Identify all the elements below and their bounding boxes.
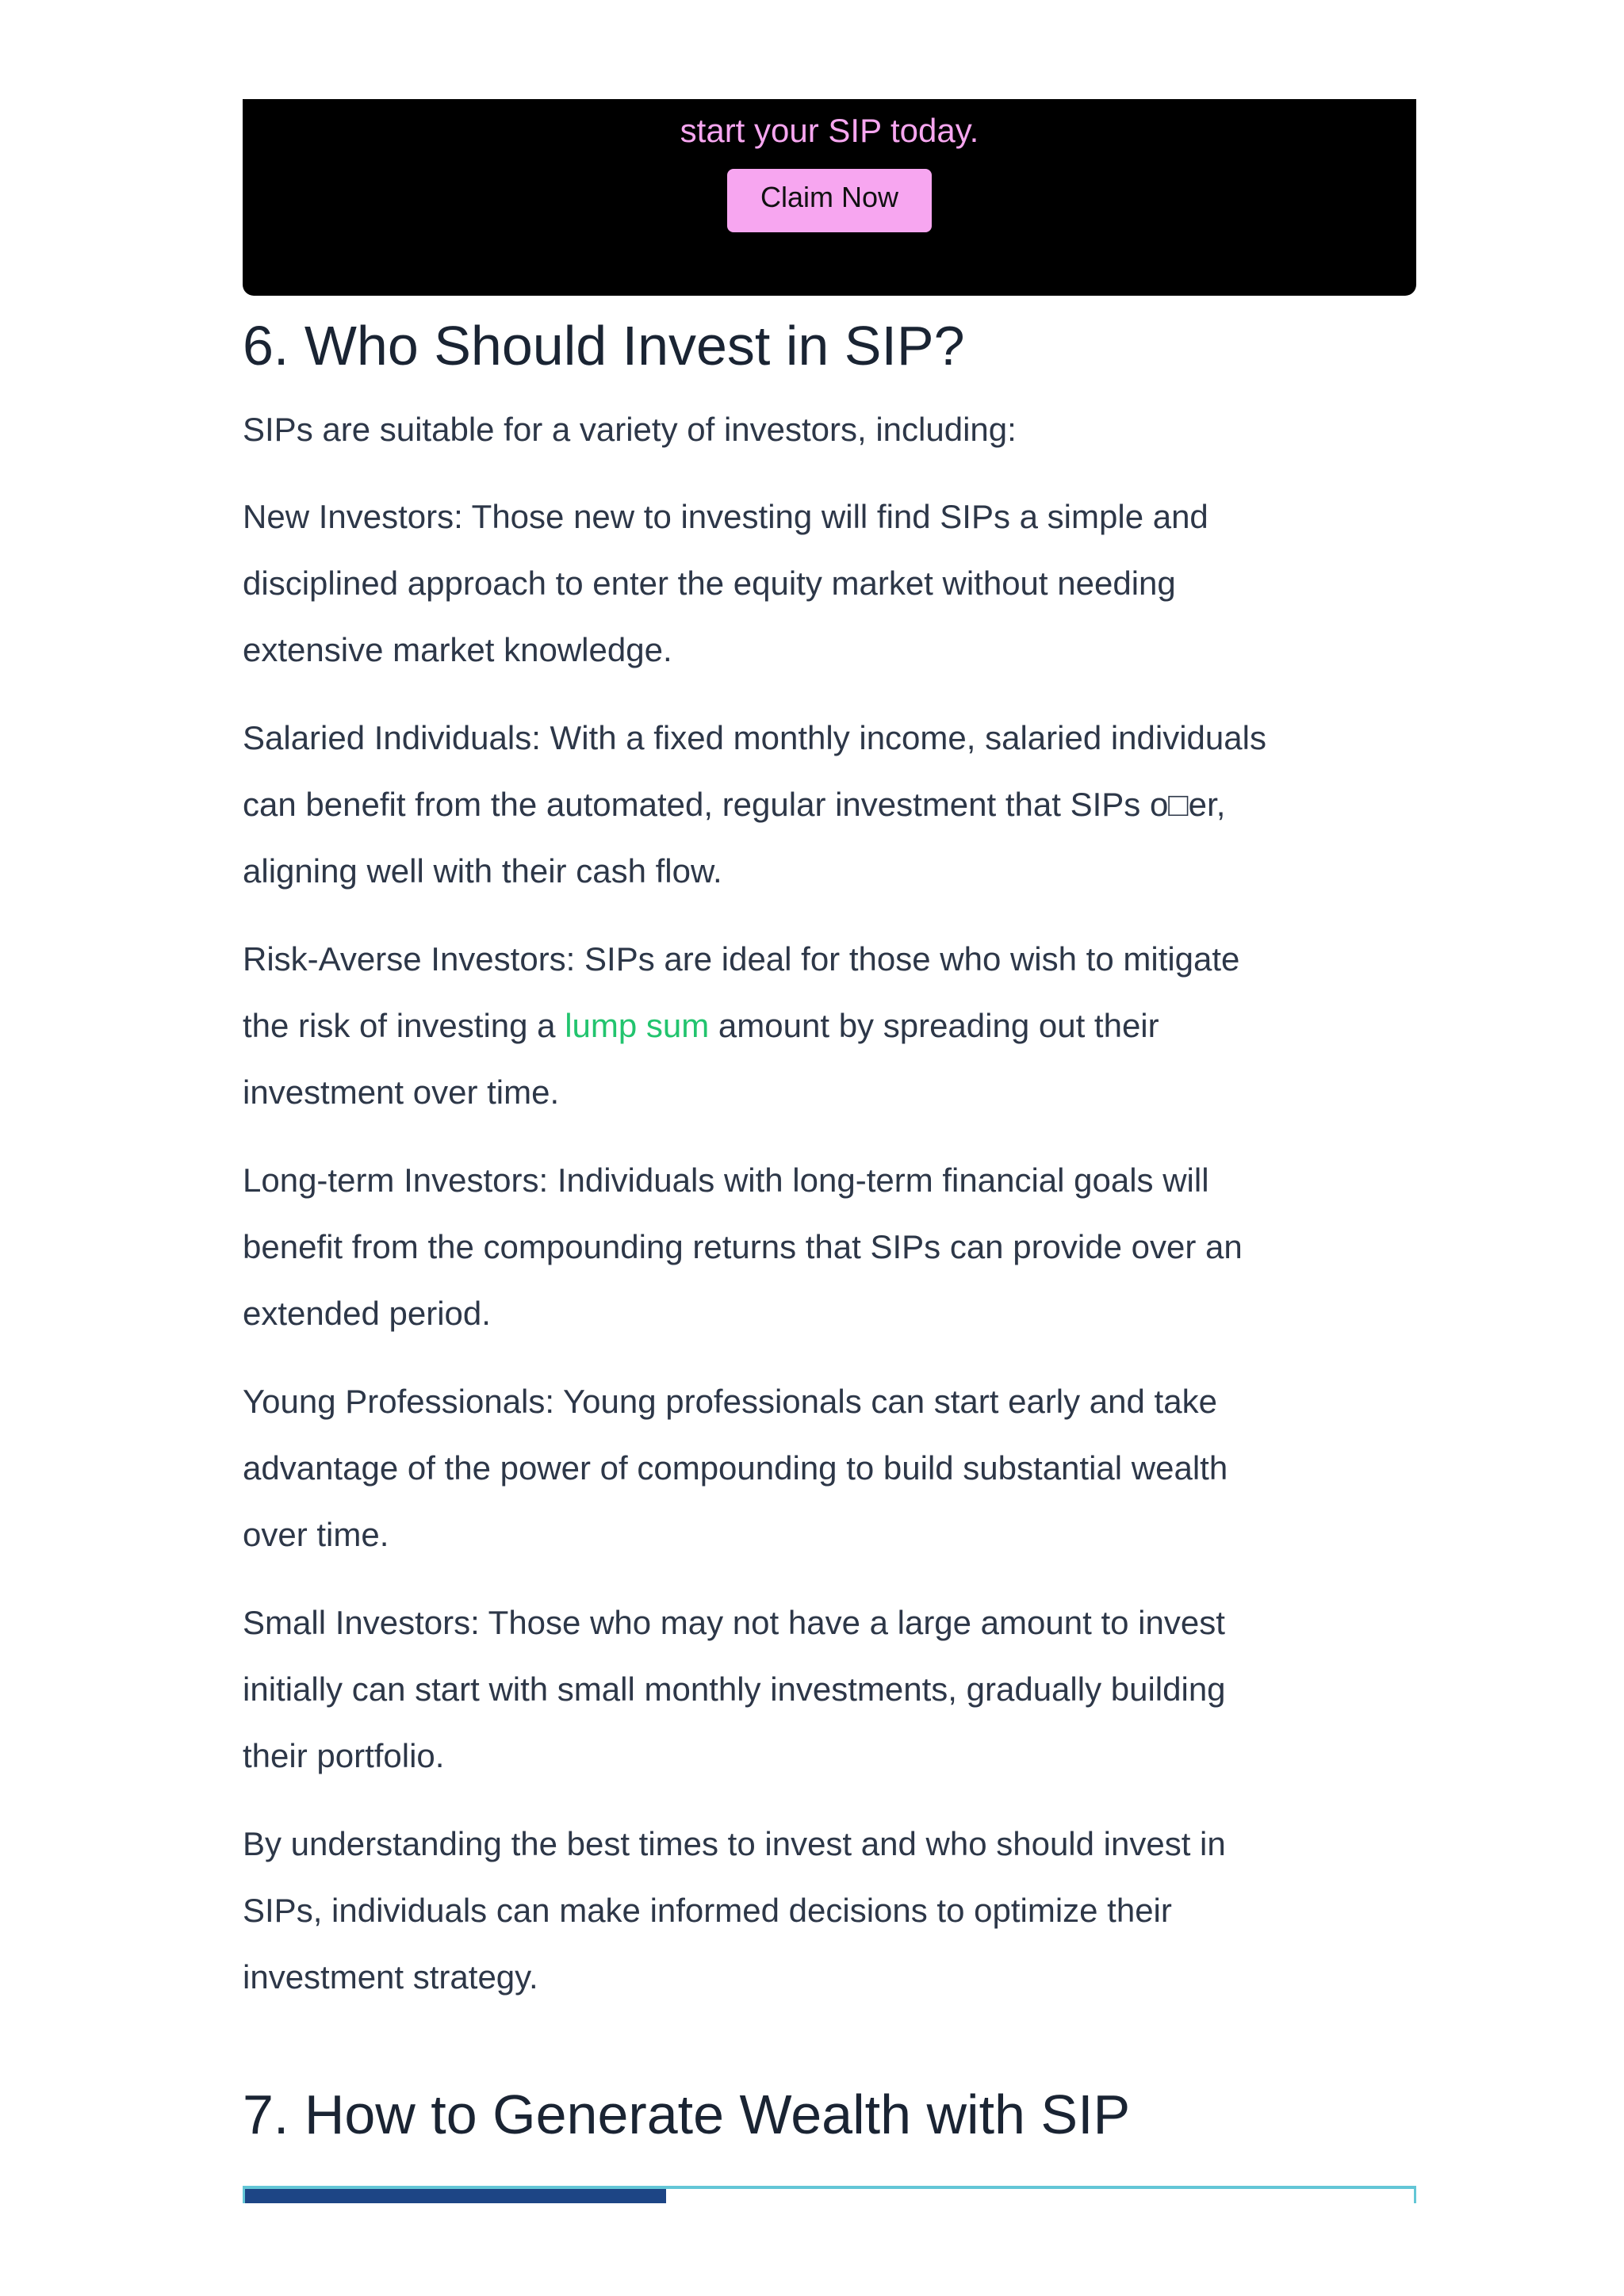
paragraph-conclusion bbox=[243, 1811, 1416, 2011]
text-line: can benefit from the automated, regular investment that SIPs o□er, bbox=[243, 786, 1226, 823]
claim-now-label: Claim Now bbox=[760, 181, 899, 213]
text-line: aligning well with their cash flow. bbox=[243, 852, 722, 890]
text-line: initially can start with small monthly investments, gradually building bbox=[243, 1670, 1226, 1708]
text-line: Long-term Investors: Individuals with long-term financial goals will bbox=[243, 1161, 1209, 1199]
text-line: their portfolio. bbox=[243, 1737, 445, 1774]
promo-text: start your SIP today. bbox=[680, 112, 979, 149]
text-line: extensive market knowledge. bbox=[243, 631, 672, 668]
claim-now-button[interactable] bbox=[727, 169, 932, 232]
text-line: SIPs, individuals can make informed decisions to optimize their bbox=[243, 1892, 1172, 1929]
text-line: investment strategy. bbox=[243, 1958, 538, 1996]
promo-banner bbox=[243, 99, 1416, 296]
section-heading-who-should-invest: 6. Who Should Invest in SIP? bbox=[243, 315, 965, 377]
text-line: over time. bbox=[243, 1516, 389, 1553]
text-line: New Investors: Those new to investing will find SIPs a simple and bbox=[243, 498, 1208, 535]
text-line: disciplined approach to enter the equity market without needing bbox=[243, 564, 1176, 602]
text-fragment: the risk of investing a bbox=[243, 1007, 565, 1044]
text-line: investment over time. bbox=[243, 1073, 560, 1111]
lump-sum-link[interactable]: lump sum bbox=[565, 1007, 710, 1044]
paragraph-young-professionals bbox=[243, 1368, 1416, 1568]
section-heading-generate-wealth: 7. How to Generate Wealth with SIP bbox=[243, 2084, 1131, 2145]
text-line: benefit from the compounding returns that SIPs can provide over an bbox=[243, 1228, 1243, 1265]
text-line: advantage of the power of compounding to build substantial wealth bbox=[243, 1449, 1228, 1487]
paragraph-new-investors bbox=[243, 484, 1416, 683]
paragraph-risk-averse-investors bbox=[243, 926, 1416, 1126]
text-line bbox=[243, 993, 1416, 1059]
text-line: extended period. bbox=[243, 1295, 491, 1332]
text-line: Young Professionals: Young professionals can start early and take bbox=[243, 1383, 1217, 1420]
reading-progress-fill bbox=[245, 2189, 666, 2203]
intro-paragraph: SIPs are suitable for a variety of investors, including: bbox=[243, 411, 1017, 448]
reading-progress-bar bbox=[243, 2186, 1416, 2203]
paragraph-small-investors bbox=[243, 1590, 1416, 1789]
text-fragment: amount by spreading out their bbox=[709, 1007, 1159, 1044]
text-line: By understanding the best times to invest and who should invest in bbox=[243, 1825, 1226, 1862]
paragraph-salaried-individuals bbox=[243, 705, 1416, 905]
paragraph-long-term-investors bbox=[243, 1147, 1416, 1347]
text-line: Small Investors: Those who may not have a large amount to invest bbox=[243, 1604, 1225, 1641]
text-line: Risk-Averse Investors: SIPs are ideal for those who wish to mitigate bbox=[243, 940, 1240, 978]
text-line: Salaried Individuals: With a fixed monthly income, salaried individuals bbox=[243, 719, 1266, 756]
